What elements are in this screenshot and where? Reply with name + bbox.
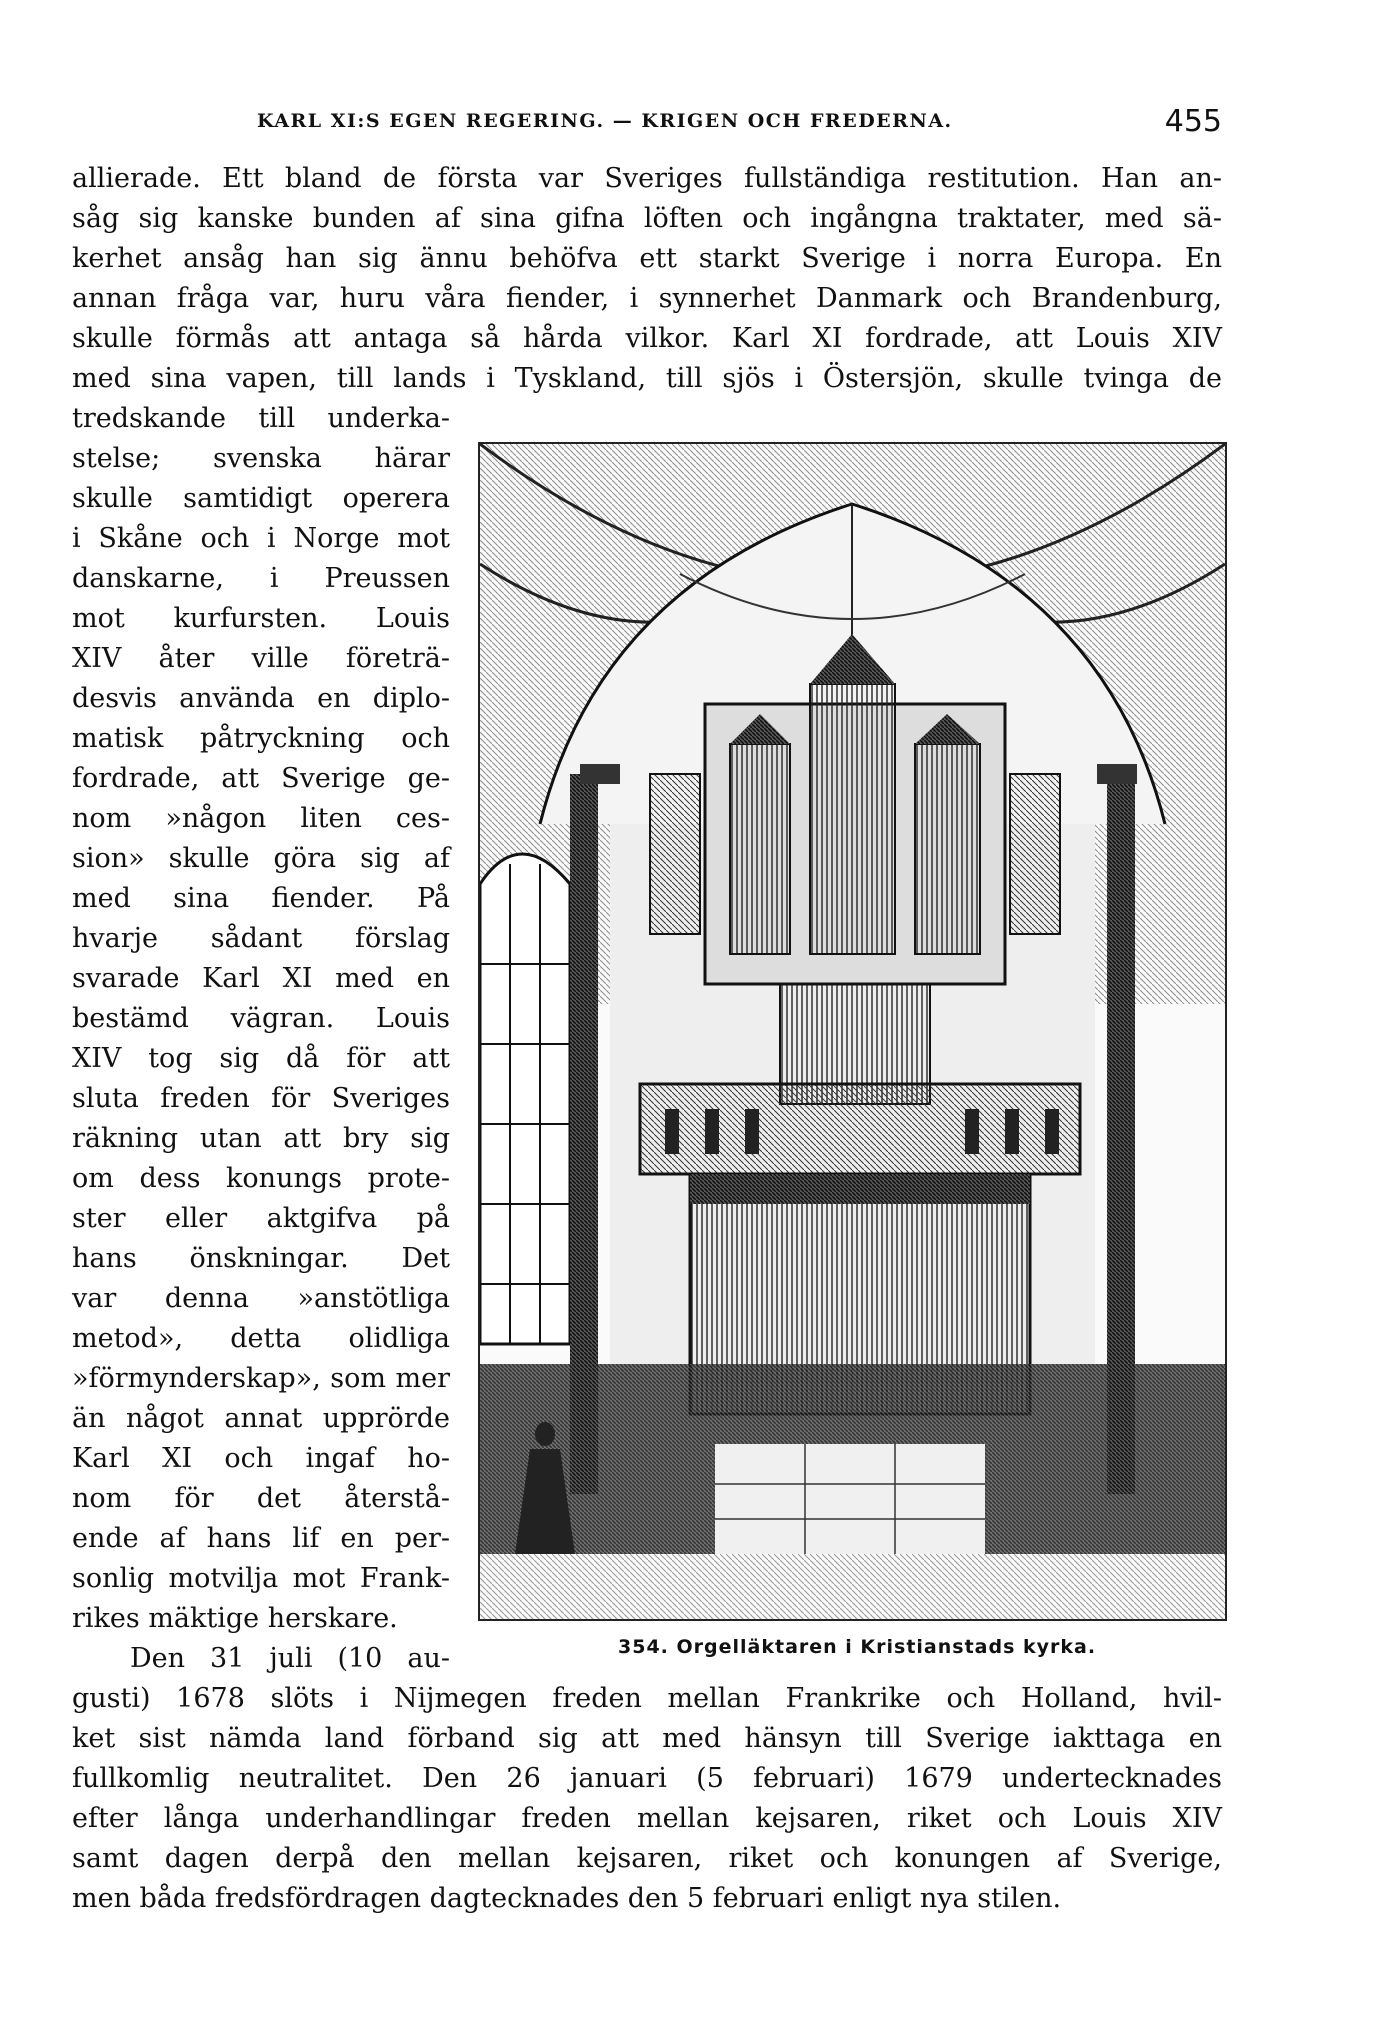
text-line: tredskande till underka-: [72, 403, 450, 434]
text-line: fullkomlig neutralitet. Den 26 januari (5 februari) 1679 undertecknades: [72, 1763, 1222, 1794]
text-line: allierade. Ett bland de första var Sveriges fullständiga restitution. Han an-: [72, 163, 1222, 194]
text-line: än något annat upprörde: [72, 1403, 450, 1434]
text-line: hvarje sådant förslag: [72, 923, 450, 954]
text-line: ende af hans lif en per-: [72, 1523, 450, 1554]
text-line: om dess konungs prote-: [72, 1163, 450, 1194]
running-head: KARL XI:S EGEN REGERING. — KRIGEN OCH FREDERNA.: [257, 110, 953, 132]
text-line: danskarne, i Preussen: [72, 563, 450, 594]
text-line: XIV åter ville företrä-: [72, 643, 450, 674]
text-line: efter långa underhandlingar freden mellan kejsaren, riket och Louis XIV: [72, 1803, 1222, 1834]
text-line: metod», detta olidliga: [72, 1323, 450, 1354]
text-line: sluta freden för Sveriges: [72, 1083, 450, 1114]
page-number: 455: [1164, 104, 1222, 139]
text-line: nom för det återstå-: [72, 1483, 450, 1514]
text-line: med sina vapen, till lands i Tyskland, till sjös i Östersjön, skulle tvinga de: [72, 363, 1222, 394]
text-line: annan fråga var, huru våra fiender, i synnerhet Danmark och Brandenburg,: [72, 283, 1222, 314]
text-line: med sina fiender. På: [72, 883, 450, 914]
text-line: nom »någon liten ces-: [72, 803, 450, 834]
text-line: matisk påtryckning och: [72, 723, 450, 754]
text-line: svarade Karl XI med en: [72, 963, 450, 994]
text-line: bestämd vägran. Louis: [72, 1003, 450, 1034]
text-line: men båda fredsfördragen dagtecknades den 5 februari enligt nya stilen.: [72, 1883, 1062, 1914]
text-line: skulle förmås att antaga så hårda vilkor. Karl XI fordrade, att Louis XIV: [72, 323, 1222, 354]
text-line: såg sig kanske bunden af sina gifna löften och ingångna traktater, med sä-: [72, 203, 1222, 234]
text-line: gusti) 1678 slöts i Nijmegen freden mellan Frankrike och Holland, hvil-: [72, 1683, 1222, 1714]
figure-caption: 354. Orgelläktaren i Kristianstads kyrka.: [618, 1636, 1097, 1658]
text-line: ster eller aktgifva på: [72, 1203, 450, 1234]
text-line: skulle samtidigt operera: [72, 483, 450, 514]
page-header: [72, 104, 1222, 144]
text-line: kerhet ansåg han sig ännu behöfva ett starkt Sverige i norra Europa. En: [72, 243, 1222, 274]
text-line: samt dagen derpå den mellan kejsaren, riket och konungen af Sverige,: [72, 1843, 1222, 1874]
text-line: rikes mäktige herskare.: [72, 1603, 398, 1634]
text-line: XIV tog sig då för att: [72, 1043, 450, 1074]
text-line: mot kurfursten. Louis: [72, 603, 450, 634]
text-line: stelse; svenska härar: [72, 443, 450, 474]
text-line: fordrade, att Sverige ge-: [72, 763, 450, 794]
text-line: räkning utan att bry sig: [72, 1123, 450, 1154]
text-line: sonlig motvilja mot Frank-: [72, 1563, 450, 1594]
text-line: Karl XI och ingaf ho-: [72, 1443, 450, 1474]
organ-loft-engraving: [478, 442, 1227, 1621]
text-line: ket sist nämda land förband sig att med hänsyn till Sverige iakttaga en: [72, 1723, 1222, 1754]
text-line: hans önskningar. Det: [72, 1243, 450, 1274]
text-line: sion» skulle göra sig af: [72, 843, 450, 874]
text-line: var denna »anstötliga: [72, 1283, 450, 1314]
text-line: i Skåne och i Norge mot: [72, 523, 450, 554]
text-line: desvis använda en diplo-: [72, 683, 450, 714]
text-line: »förmynderskap», som mer: [72, 1363, 450, 1394]
text-line: Den 31 juli (10 au-: [130, 1643, 450, 1674]
